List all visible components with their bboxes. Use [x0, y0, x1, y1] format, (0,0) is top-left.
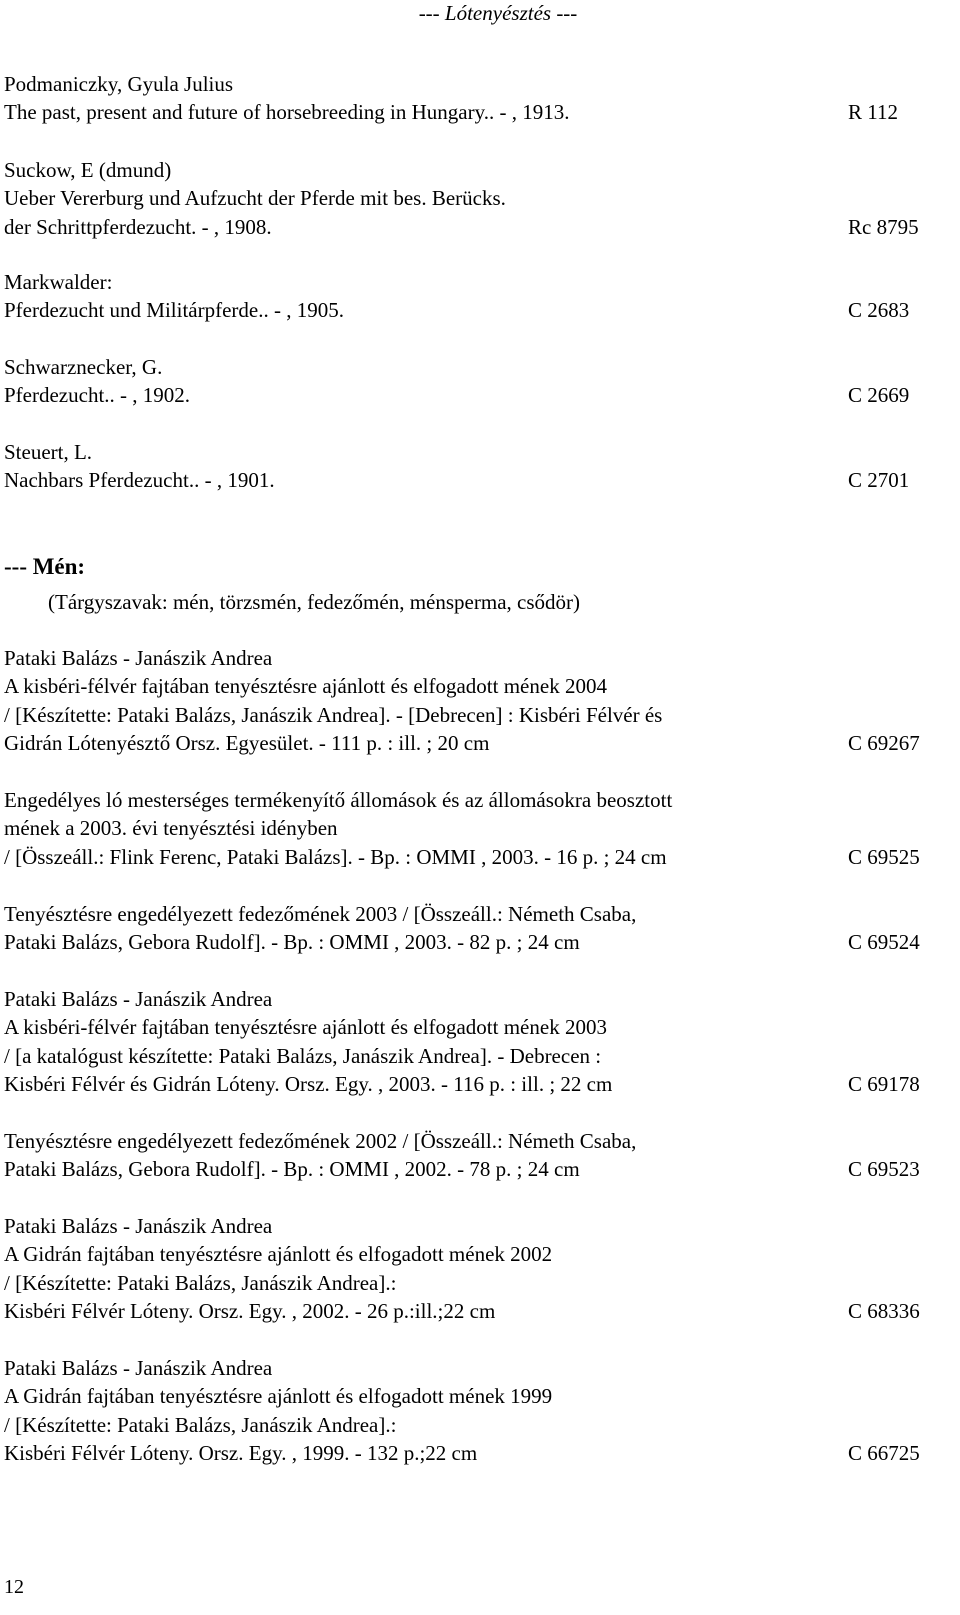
bib-entry: [4, 1354, 940, 1468]
entry-line: Pataki Balázs - Janászik Andrea: [4, 1214, 273, 1238]
entry-line: Markwalder:: [4, 270, 113, 294]
call-number: C 2683: [848, 298, 910, 323]
entry-line-text: Kisbéri Félvér Lóteny. Orsz. Egy. , 2002. - 26 p.:ill.;22 cm: [4, 1299, 496, 1324]
entry-line: Engedélyes ló mesterséges termékenyítő állomások és az állomásokra beosztott: [4, 788, 673, 812]
call-number: C 68336: [848, 1299, 920, 1324]
entry-line: Pataki Balázs - Janászik Andrea: [4, 1356, 273, 1380]
bib-entry: [4, 985, 940, 1099]
entry-line-text: Pataki Balázs, Gebora Rudolf]. - Bp. : OMMI , 2003. - 82 p. ; 24 cm: [4, 930, 580, 955]
entry-line-last: [4, 1070, 940, 1098]
entry-line-text: Pferdezucht.. - , 1902.: [4, 383, 191, 408]
entry-line-text: Kisbéri Félvér Lóteny. Orsz. Egy. , 1999. - 132 p.;22 cm: [4, 1441, 478, 1466]
bib-entry: [4, 353, 940, 410]
bib-entry: [4, 268, 940, 325]
entry-line-text: Gidrán Lótenyésztő Orsz. Egyesület. - 111 p. : ill. ; 20 cm: [4, 731, 490, 756]
bib-entry: [4, 1212, 940, 1326]
subject-keywords: (Tárgyszavak: mén, törzsmén, fedezőmén, ménsperma, csődör): [48, 590, 580, 614]
call-number: C 69525: [848, 844, 920, 869]
page-number: 12: [4, 1576, 24, 1598]
entry-line: Tenyésztésre engedélyezett fedezőmének 2002 / [Összeáll.: Németh Csaba,: [4, 1129, 637, 1153]
call-number: C 66725: [848, 1441, 920, 1466]
entry-line: Schwarznecker, G.: [4, 355, 163, 379]
entry-line-last: [4, 928, 940, 956]
call-number: C 2669: [848, 383, 910, 408]
entry-line: A Gidrán fajtában tenyésztésre ajánlott és elfogadott mének 2002: [4, 1242, 553, 1267]
bib-entry: [4, 438, 940, 495]
entry-line: Suckow, E (dmund): [4, 158, 172, 182]
call-number: C 69267: [848, 731, 920, 756]
entry-line: Steuert, L.: [4, 440, 93, 464]
entry-line: Tenyésztésre engedélyezett fedezőmének 2003 / [Összeáll.: Németh Csaba,: [4, 902, 637, 926]
entry-line-text: Nachbars Pferdezucht.. - , 1901.: [4, 468, 275, 493]
subsection-heading: --- Mén:: [4, 554, 86, 579]
bib-entry: [4, 1127, 940, 1184]
bib-entry: [4, 644, 940, 758]
bib-entry: [4, 786, 940, 871]
entry-line: Ueber Vererburg und Aufzucht der Pferde mit bes. Berücks.: [4, 186, 506, 211]
entry-line: mének a 2003. évi tenyésztési idényben: [4, 816, 338, 841]
call-number: C 69523: [848, 1157, 920, 1182]
section-header-text: --- Lótenyésztés ---: [418, 1, 578, 25]
entry-line-text: The past, present and future of horsebreeding in Hungary.. - , 1913.: [4, 100, 570, 125]
call-number: C 2701: [848, 468, 910, 493]
entry-line-last: [4, 466, 940, 494]
entry-line: / [a katalógust készítette: Pataki Balázs, Janászik Andrea]. - Debrecen :: [4, 1043, 602, 1068]
call-number: C 69524: [848, 930, 920, 955]
bib-entry: [4, 900, 940, 957]
entry-line: Pataki Balázs - Janászik Andrea: [4, 987, 273, 1011]
entry-line-last: [4, 381, 940, 409]
entry-line-text: Pataki Balázs, Gebora Rudolf]. - Bp. : OMMI , 2002. - 78 p. ; 24 cm: [4, 1157, 580, 1182]
entry-line: Pataki Balázs - Janászik Andrea: [4, 646, 273, 670]
section-header: [0, 0, 960, 26]
entry-line-text: Kisbéri Félvér és Gidrán Lóteny. Orsz. Egy. , 2003. - 116 p. : ill. ; 22 cm: [4, 1072, 613, 1097]
entry-line-last: [4, 296, 940, 324]
entry-line-last: [4, 213, 940, 241]
entry-line-last: [4, 1297, 940, 1325]
call-number: Rc 8795: [848, 214, 919, 239]
entry-line: A kisbéri-félvér fajtában tenyésztésre ajánlott és elfogadott mének 2003: [4, 1015, 607, 1040]
entry-line: A Gidrán fajtában tenyésztésre ajánlott és elfogadott mének 1999: [4, 1384, 553, 1409]
entry-line: / [Készítette: Pataki Balázs, Janászik Andrea].:: [4, 1412, 397, 1437]
entry-line-text: der Schrittpferdezucht. - , 1908.: [4, 214, 272, 239]
call-number: R 112: [848, 100, 898, 125]
entry-line: / [Készítette: Pataki Balázs, Janászik Andrea].:: [4, 1270, 397, 1295]
entry-line-last: [4, 1155, 940, 1183]
bib-entry: [4, 70, 940, 127]
entry-line-text: Pferdezucht und Militárpferde.. - , 1905.: [4, 298, 344, 323]
entry-line: A kisbéri-félvér fajtában tenyésztésre ajánlott és elfogadott mének 2004: [4, 674, 607, 699]
entry-line-last: [4, 843, 940, 871]
entry-line-last: [4, 1439, 940, 1467]
entry-line-text: / [Összeáll.: Flink Ferenc, Pataki Balázs]. - Bp. : OMMI , 2003. - 16 p. ; 24 cm: [4, 844, 667, 869]
entry-line: Podmaniczky, Gyula Julius: [4, 72, 234, 96]
entry-line-last: [4, 98, 940, 126]
call-number: C 69178: [848, 1072, 920, 1097]
entry-line-last: [4, 729, 940, 757]
bib-entry: [4, 156, 940, 241]
entry-line: / [Készítette: Pataki Balázs, Janászik Andrea]. - [Debrecen] : Kisbéri Félvér és: [4, 702, 663, 727]
